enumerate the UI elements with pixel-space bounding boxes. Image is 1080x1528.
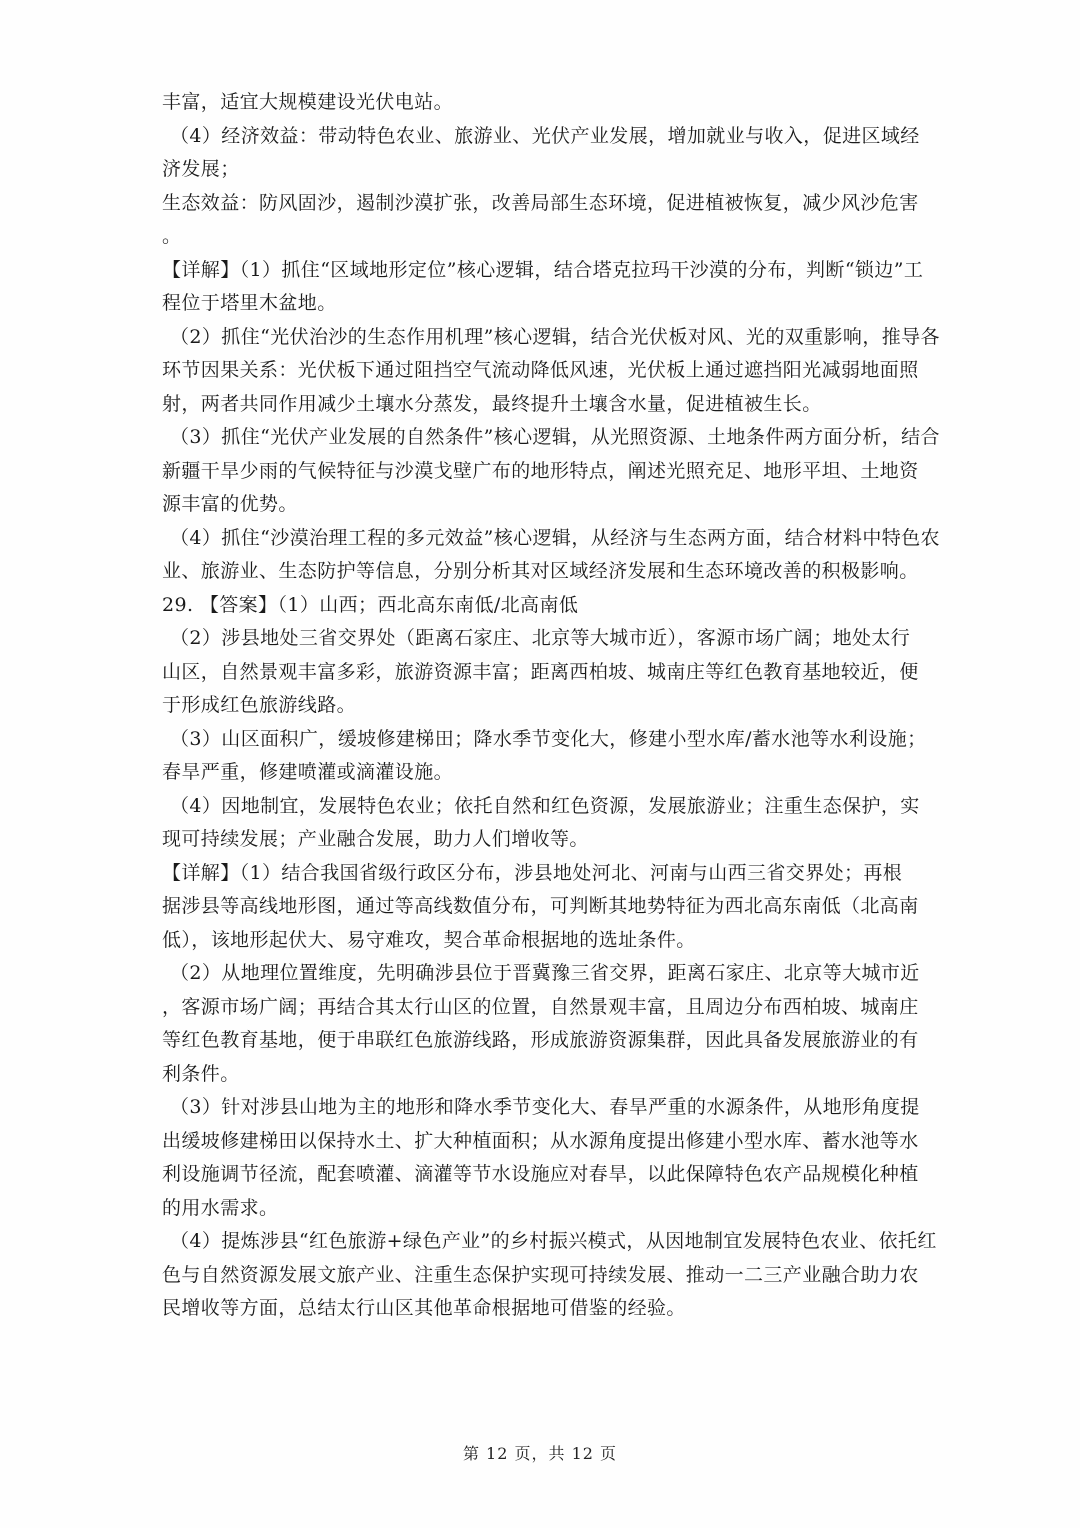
text-line: 春旱严重，修建喷灌或滴灌设施。 bbox=[162, 761, 454, 783]
text-line: 生态效益：防风固沙，遏制沙漠扩张，改善局部生态环境，促进植被恢复，减少风沙危害 bbox=[162, 191, 919, 214]
text-line: （4）经济效益：带动特色农业、旅游业、光伏产业发展，增加就业与收入，促进区域经 bbox=[170, 124, 920, 147]
text-line: （2）从地理位置维度，先明确涉县位于晋冀豫三省交界，距离石家庄、北京等大城市近 bbox=[170, 962, 920, 984]
text-line: 出缓坡修建梯田以保持水土、扩大种植面积；从水源角度提出修建小型水库、蓄水池等水 bbox=[162, 1129, 919, 1152]
text-line: 源丰富的优势。 bbox=[162, 493, 298, 515]
text-line: （4）抓住“沙漠治理工程的多元效益”核心逻辑，从经济与生态两方面，结合材料中特色农 bbox=[170, 526, 940, 549]
text-line: 据涉县等高线地形图，通过等高线数值分布，可判断其地势特征为西北高东南低（北高南 bbox=[162, 895, 919, 917]
text-line: 现可持续发展；产业融合发展，助力人们增收等。 bbox=[162, 828, 589, 850]
text-line: ，客源市场广阔；再结合其太行山区的位置，自然景观丰富，且周边分布西柏坡、城南庄 bbox=[162, 995, 919, 1018]
text-line: 丰富，适宜大规模建设光伏电站。 bbox=[162, 91, 454, 113]
text-line: （3）山区面积广，缓坡修建梯田；降水季节变化大，修建小型水库/蓄水池等水利设施； bbox=[170, 727, 927, 750]
text-line: （3）针对涉县山地为主的地形和降水季节变化大、春旱严重的水源条件，从地形角度提 bbox=[170, 1096, 920, 1118]
text-line: 等红色教育基地，便于串联红色旅游线路，形成旅游资源集群，因此具备发展旅游业的有 bbox=[162, 1029, 919, 1051]
text-line: 色与自然资源发展文旅产业、注重生态保护实现可持续发展、推动一二三产业融合助力农 bbox=[162, 1263, 919, 1286]
text-line: （4）因地制宜，发展特色农业；依托自然和红色资源，发展旅游业；注重生态保护，实 bbox=[170, 794, 920, 817]
text-line: 的用水需求。 bbox=[162, 1196, 279, 1219]
answer-text-body bbox=[162, 86, 940, 1326]
text-line: 。 bbox=[162, 225, 182, 247]
text-line: 【详解】（1）结合我国省级行政区分布，涉县地处河北、河南与山西三省交界处；再根 bbox=[162, 861, 903, 884]
text-line: 山区，自然景观丰富多彩，旅游资源丰富；距离西柏坡、城南庄等红色教育基地较近，便 bbox=[162, 660, 919, 683]
text-line: （3）抓住“光伏产业发展的自然条件”核心逻辑，从光照资源、土地条件两方面分析，结合 bbox=[170, 426, 940, 448]
text-line: 【详解】（1）抓住“区域地形定位”核心逻辑，结合塔克拉玛干沙漠的分布，判断“锁边”工 bbox=[162, 258, 924, 281]
text-line: 射，两者共同作用减少土壤水分蒸发，最终提升土壤含水量，促进植被生长。 bbox=[162, 392, 822, 415]
text-line: 利条件。 bbox=[162, 1062, 240, 1085]
text-line: 29. 【答案】（1）山西；西北高东南低/北高南低 bbox=[162, 593, 579, 616]
text-line: 低），该地形起伏大、易守难攻，契合革命根据地的选址条件。 bbox=[162, 928, 696, 951]
text-line: （2）涉县地处三省交界处（距离石家庄、北京等大城市近），客源市场广阔；地处太行 bbox=[170, 627, 911, 649]
text-line: （4）提炼涉县“红色旅游+绿色产业”的乡村振兴模式，从因地制宜发展特色农业、依托红 bbox=[170, 1230, 937, 1252]
text-line: 新疆干旱少雨的气候特征与沙漠戈壁广布的地形特点，阐述光照充足、地形平坦、土地资 bbox=[162, 459, 919, 482]
text-line: 环节因果关系：光伏板下通过阻挡空气流动降低风速，光伏板上通过遮挡阳光减弱地面照 bbox=[162, 359, 919, 381]
text-line: 利设施调节径流，配套喷灌、滴灌等节水设施应对春旱，以此保障特色农产品规模化种植 bbox=[162, 1163, 919, 1185]
text-line: 于形成红色旅游线路。 bbox=[162, 694, 357, 716]
text-line: 济发展； bbox=[162, 158, 240, 180]
text-line: 业、旅游业、生态防护等信息，分别分析其对区域经济发展和生态环境改善的积极影响。 bbox=[162, 560, 919, 582]
text-line: 民增收等方面，总结太行山区其他革命根据地可借鉴的经验。 bbox=[162, 1297, 686, 1319]
text-line: （2）抓住“光伏治沙的生态作用机理”核心逻辑，结合光伏板对风、光的双重影响，推导各 bbox=[170, 325, 940, 348]
text-line: 程位于塔里木盆地。 bbox=[162, 292, 337, 314]
page-footer: 第 12 页，共 12 页 bbox=[462, 1444, 618, 1463]
